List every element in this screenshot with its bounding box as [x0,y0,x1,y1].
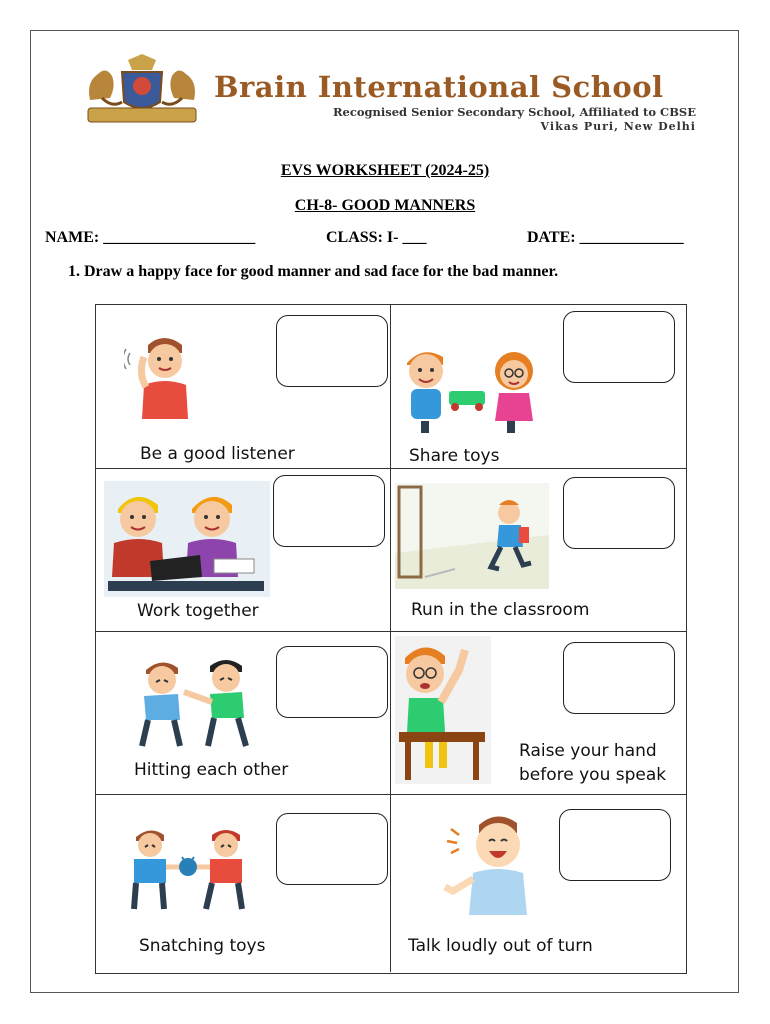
date-field-label: DATE: _____________ [527,229,684,246]
item-run-in-classroom [391,469,686,632]
item-share-toys [391,305,686,469]
answer-box[interactable] [563,642,675,714]
question-1: 1. Draw a happy face for good manner and sad face for the bad manner. [68,263,559,280]
item-caption: Snatching toys [139,936,266,956]
answer-box[interactable] [559,809,671,881]
item-hitting-each-other [96,632,391,795]
answer-box[interactable] [276,315,388,387]
item-caption: Share toys [409,446,500,466]
listening-boy-illustration [124,327,204,427]
item-work-together [96,469,391,632]
answer-box[interactable] [276,646,388,718]
answer-box[interactable] [276,813,388,885]
school-crest-logo [82,52,202,128]
running-boy-illustration [395,483,549,589]
kids-snatching-toy-illustration [126,823,252,915]
boy-raising-hand-illustration [395,636,491,784]
name-field-label: NAME: ___________________ [45,229,256,246]
kids-hitting-illustration [134,654,264,754]
school-location: Vikas Puri, New Delhi [540,120,696,133]
item-caption: Run in the classroom [411,600,590,620]
school-name: Brain International School [214,70,664,104]
worksheet-title: EVS WORKSHEET (2024-25) [280,162,490,179]
kids-working-together-illustration [104,481,270,597]
school-header [82,52,702,132]
item-snatching-toys [96,795,391,972]
answer-box[interactable] [563,311,675,383]
item-raise-your-hand [391,632,686,795]
answer-box[interactable] [563,477,675,549]
item-good-listener [96,305,391,469]
item-caption: Work together [137,601,259,621]
answer-box[interactable] [273,475,385,547]
manners-grid [95,304,687,974]
item-talk-loudly [391,795,686,972]
class-field-label: CLASS: I- ___ [326,229,427,246]
boy-talking-loudly-illustration [441,809,551,919]
item-caption: Talk loudly out of turn [408,936,593,956]
school-affiliation: Recognised Senior Secondary School, Affiliated to CBSE [332,105,696,119]
item-caption-line2: before you speak [519,765,667,785]
item-caption: Be a good listener [140,444,295,464]
sharing-toys-illustration [399,341,559,437]
chapter-title: CH-8- GOOD MANNERS [294,197,476,214]
item-caption-line1: Raise your hand [519,741,657,761]
item-caption: Hitting each other [134,760,289,780]
